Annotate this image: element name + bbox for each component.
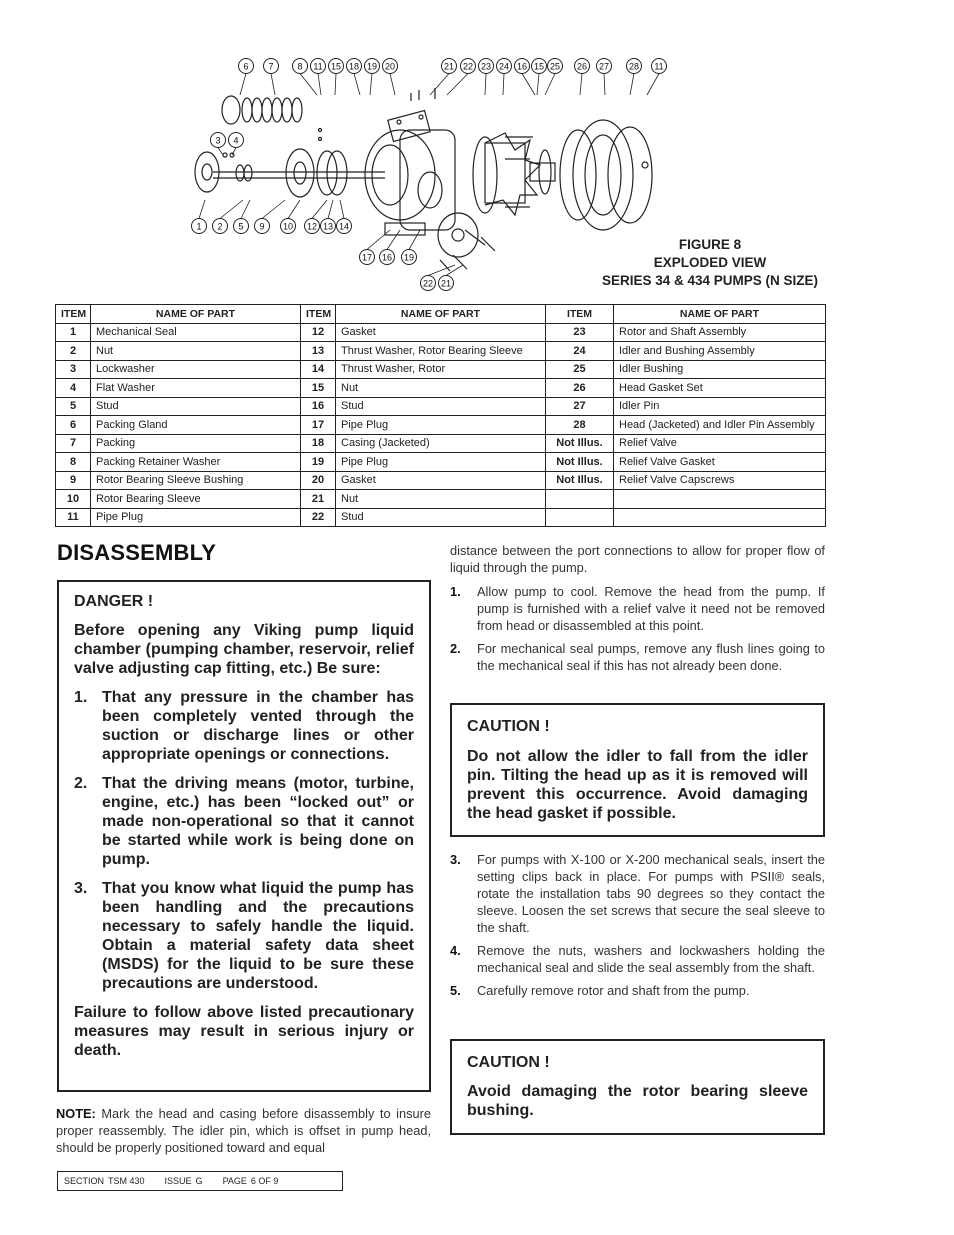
callout-number: 26	[576, 61, 588, 72]
item-number-cell: 11	[56, 508, 91, 527]
header-item: ITEM	[301, 305, 336, 324]
part-callout	[383, 59, 398, 96]
header-name-of-part: NAME OF PART	[336, 305, 546, 324]
caution-box-bushing	[450, 1039, 825, 1135]
table-row	[56, 342, 826, 361]
part-name-cell: Gasket	[336, 323, 546, 342]
header-name-of-part: NAME OF PART	[91, 305, 301, 324]
item-number-cell: 26	[546, 379, 614, 398]
item-number-cell: 27	[546, 397, 614, 416]
part-callout	[329, 59, 344, 96]
part-name-cell: Flat Washer	[91, 379, 301, 398]
callout-number: 23	[480, 61, 492, 72]
footer-issue-value: G	[195, 1176, 203, 1186]
callout-number: 4	[233, 135, 239, 146]
caution-text: Do not allow the idler to fall from the idler pin. Tilting the head up as it is removed will prevent this occurrence. Avoid damaging the head gasket if possible.	[467, 748, 808, 822]
step-number: 2.	[450, 641, 461, 656]
item-number-cell: 12	[301, 323, 336, 342]
step-text: For pumps with X-100 or X-200 mechanical seals, insert the setting clips back in place. For pumps with PSII® seals, rotate the installation tabs 90 degrees so they contact the sleeve. Loosen the set screws that secure the seal sleeve to the shaft.	[477, 852, 825, 935]
steps-list	[450, 851, 825, 1005]
danger-item-number: 2.	[74, 775, 88, 792]
danger-item-text: That you know what liquid the pump has been handling and the precautions necessary to safely handle the liquid. Obtain a material safety data sheet (MSDS) for the liquid to be sure these precautions are understood.	[102, 880, 414, 992]
caution-title: CAUTION !	[467, 718, 550, 735]
callout-number: 12	[306, 221, 318, 232]
danger-item-text: That any pressure in the chamber has been completely vented through the suction or discharge lines or other appropriate openings or connections.	[102, 689, 414, 763]
item-number-cell: 5	[56, 397, 91, 416]
danger-list	[74, 688, 414, 993]
item-number-cell: 10	[56, 490, 91, 509]
callout-number: 28	[628, 61, 640, 72]
note-text: Mark the head and casing before disassembly to insure proper reassembly. The idler pin, which is offset in pump head, should be properly positioned toward and equal	[56, 1106, 431, 1155]
item-number-cell: 8	[56, 453, 91, 472]
callout-number: 19	[366, 61, 378, 72]
callout-number: 24	[498, 61, 510, 72]
danger-item-number: 1.	[74, 689, 88, 706]
callout-number: 8	[297, 61, 303, 72]
part-name-cell: Relief Valve	[614, 434, 826, 453]
part-callout	[497, 59, 512, 96]
caution-text: Avoid damaging the rotor bearing sleeve bushing.	[467, 1083, 808, 1119]
footer-section-label: SECTION	[64, 1176, 105, 1186]
item-number-cell: 28	[546, 416, 614, 435]
danger-box	[57, 580, 431, 1092]
part-name-cell: Rotor and Shaft Assembly	[614, 323, 826, 342]
danger-footer: Failure to follow above listed precautionary measures may result in serious injury or death.	[74, 1004, 414, 1059]
part-name-cell: Rotor Bearing Sleeve Bushing	[91, 471, 301, 490]
callout-number: 9	[259, 221, 265, 232]
part-callout	[281, 200, 301, 234]
footer-issue-label: ISSUE	[164, 1176, 192, 1186]
table-row	[56, 360, 826, 379]
part-callout	[575, 59, 590, 96]
step-item	[450, 640, 825, 674]
part-name-cell: Thrust Washer, Rotor Bearing Sleeve	[336, 342, 546, 361]
part-callout	[229, 133, 244, 156]
item-number-cell: 15	[301, 379, 336, 398]
callout-number: 22	[462, 61, 474, 72]
item-number-cell: 24	[546, 342, 614, 361]
callout-number: 10	[282, 221, 294, 232]
part-name-cell: Stud	[336, 397, 546, 416]
header-item: ITEM	[56, 305, 91, 324]
part-name-cell: Casing (Jacketed)	[336, 434, 546, 453]
table-header-row	[56, 305, 826, 324]
part-name-cell: Lockwasher	[91, 360, 301, 379]
callout-number: 20	[384, 61, 396, 72]
callout-number: 15	[330, 61, 342, 72]
item-number-cell: 20	[301, 471, 336, 490]
item-number-cell: 16	[301, 397, 336, 416]
figure-caption-line: EXPLODED VIEW	[653, 255, 767, 270]
part-callout	[479, 59, 494, 96]
part-callout	[439, 265, 464, 291]
item-number-cell: Not Illus.	[546, 471, 614, 490]
part-callout	[532, 59, 547, 96]
caution-box-idler	[450, 703, 825, 837]
part-callout	[211, 133, 226, 156]
part-name-cell	[614, 508, 826, 527]
callout-number: 16	[516, 61, 528, 72]
table-row	[56, 453, 826, 472]
item-number-cell: 13	[301, 342, 336, 361]
danger-item-number: 3.	[74, 880, 88, 897]
item-number-cell: 22	[301, 508, 336, 527]
item-number-cell: 3	[56, 360, 91, 379]
callout-number: 11	[654, 61, 664, 72]
figure-caption	[560, 236, 860, 290]
part-callout	[365, 59, 380, 96]
note-continued: distance between the port connections to allow for proper flow of liquid through the pump.	[450, 543, 825, 575]
part-name-cell: Stud	[91, 397, 301, 416]
step-number: 5.	[450, 983, 461, 998]
footer-section-value: TSM 430	[108, 1176, 145, 1186]
caution-title: CAUTION !	[467, 1054, 550, 1071]
part-name-cell: Gasket	[336, 471, 546, 490]
callout-number: 18	[348, 61, 360, 72]
callout-number: 21	[440, 278, 452, 289]
header-name-of-part: NAME OF PART	[614, 305, 826, 324]
part-name-cell	[614, 490, 826, 509]
danger-list-item	[74, 688, 414, 764]
step-item	[450, 583, 825, 634]
table-row	[56, 323, 826, 342]
table-row	[56, 416, 826, 435]
callout-number: 5	[238, 221, 244, 232]
step-text: Remove the nuts, washers and lockwashers holding the mechanical seal and slide the seal assembly from the shaft.	[477, 943, 825, 975]
callout-number: 13	[322, 221, 334, 232]
part-name-cell: Packing Gland	[91, 416, 301, 435]
part-callout	[545, 59, 563, 96]
callout-number: 3	[215, 135, 221, 146]
part-name-cell: Pipe Plug	[336, 416, 546, 435]
item-number-cell: 19	[301, 453, 336, 472]
callout-number: 27	[598, 61, 610, 72]
part-name-cell: Stud	[336, 508, 546, 527]
step-number: 1.	[450, 584, 461, 599]
note-paragraph	[56, 1105, 431, 1156]
step-text: Allow pump to cool. Remove the head from the pump. If pump is furnished with a relief valve it need not be removed from head or disassembled at this point.	[477, 584, 825, 633]
item-number-cell: 14	[301, 360, 336, 379]
header-item: ITEM	[546, 305, 614, 324]
item-number-cell: 21	[301, 490, 336, 509]
item-number-cell: 18	[301, 434, 336, 453]
callout-number: 11	[313, 61, 323, 72]
part-name-cell: Packing	[91, 434, 301, 453]
step-number: 4.	[450, 943, 461, 958]
part-name-cell: Head (Jacketed) and Idler Pin Assembly	[614, 416, 826, 435]
part-name-cell: Nut	[91, 342, 301, 361]
callout-number: 16	[381, 252, 393, 263]
callout-number: 21	[443, 61, 455, 72]
part-name-cell: Relief Valve Capscrews	[614, 471, 826, 490]
part-callout	[192, 200, 207, 234]
danger-item-text: That the driving means (motor, turbine, engine, etc.) has been “locked out” or made non-operational so that it cannot be started while work is being done on pump.	[102, 775, 414, 868]
part-name-cell: Idler Bushing	[614, 360, 826, 379]
table-row	[56, 508, 826, 527]
part-callout	[337, 200, 352, 234]
callout-number: 6	[243, 61, 249, 72]
page-footer	[57, 1171, 343, 1191]
part-name-cell: Pipe Plug	[336, 453, 546, 472]
part-name-cell: Idler and Bushing Assembly	[614, 342, 826, 361]
item-number-cell: 2	[56, 342, 91, 361]
part-name-cell: Idler Pin	[614, 397, 826, 416]
part-callout	[647, 59, 667, 96]
step-item	[450, 982, 825, 999]
step-text: Carefully remove rotor and shaft from the pump.	[477, 983, 750, 998]
part-callout	[264, 59, 279, 96]
parts-table	[55, 304, 826, 527]
callout-number: 25	[549, 61, 561, 72]
item-number-cell: 6	[56, 416, 91, 435]
item-number-cell: 7	[56, 434, 91, 453]
part-callout	[627, 59, 642, 96]
part-name-cell: Nut	[336, 379, 546, 398]
table-row	[56, 434, 826, 453]
figure-caption-line: SERIES 34 & 434 PUMPS (N SIZE)	[601, 273, 819, 288]
danger-list-item	[74, 879, 414, 993]
section-heading: DISASSEMBLY	[57, 540, 217, 565]
callout-number: 7	[268, 61, 274, 72]
item-number-cell: 17	[301, 416, 336, 435]
item-number-cell: Not Illus.	[546, 434, 614, 453]
item-number-cell: 4	[56, 379, 91, 398]
step-text: For mechanical seal pumps, remove any flush lines going to the mechanical seal if this has not already been done.	[477, 641, 825, 673]
table-row	[56, 397, 826, 416]
footer-page-label: PAGE	[222, 1176, 247, 1186]
callout-number: 15	[533, 61, 545, 72]
part-name-cell: Relief Valve Gasket	[614, 453, 826, 472]
item-number-cell: Not Illus.	[546, 453, 614, 472]
part-name-cell: Mechanical Seal	[91, 323, 301, 342]
callout-number: 19	[403, 252, 415, 263]
parts-table-body	[56, 323, 826, 527]
part-name-cell: Packing Retainer Washer	[91, 453, 301, 472]
table-row	[56, 379, 826, 398]
callout-number: 17	[361, 252, 373, 263]
note-label: NOTE:	[56, 1106, 96, 1121]
step-number: 3.	[450, 852, 461, 867]
danger-intro: Before opening any Viking pump liquid chamber (pumping chamber, reservoir, relief valve adjusting cap fitting, etc.) Be sure:	[74, 622, 414, 677]
table-row	[56, 471, 826, 490]
step-item	[450, 851, 825, 936]
callout-number: 22	[422, 278, 434, 289]
item-number-cell: 1	[56, 323, 91, 342]
part-callout	[234, 200, 251, 234]
table-row	[56, 490, 826, 509]
item-number-cell	[546, 508, 614, 527]
callout-number: 2	[217, 221, 223, 232]
item-number-cell: 23	[546, 323, 614, 342]
item-number-cell	[546, 490, 614, 509]
footer-page-value: 6 OF 9	[250, 1176, 279, 1186]
part-name-cell: Rotor Bearing Sleeve	[91, 490, 301, 509]
part-name-cell: Head Gasket Set	[614, 379, 826, 398]
step-item	[450, 942, 825, 976]
part-name-cell: Thrust Washer, Rotor	[336, 360, 546, 379]
callout-number: 14	[338, 221, 350, 232]
item-number-cell: 9	[56, 471, 91, 490]
part-callout	[597, 59, 612, 96]
part-callout	[347, 59, 362, 96]
danger-title: DANGER !	[74, 593, 154, 610]
callout-number: 1	[196, 221, 202, 232]
part-name-cell: Pipe Plug	[91, 508, 301, 527]
part-name-cell: Nut	[336, 490, 546, 509]
item-number-cell: 25	[546, 360, 614, 379]
danger-list-item	[74, 774, 414, 869]
figure-caption-line: FIGURE 8	[678, 237, 742, 252]
part-callout	[239, 59, 254, 96]
steps-list	[450, 583, 825, 680]
